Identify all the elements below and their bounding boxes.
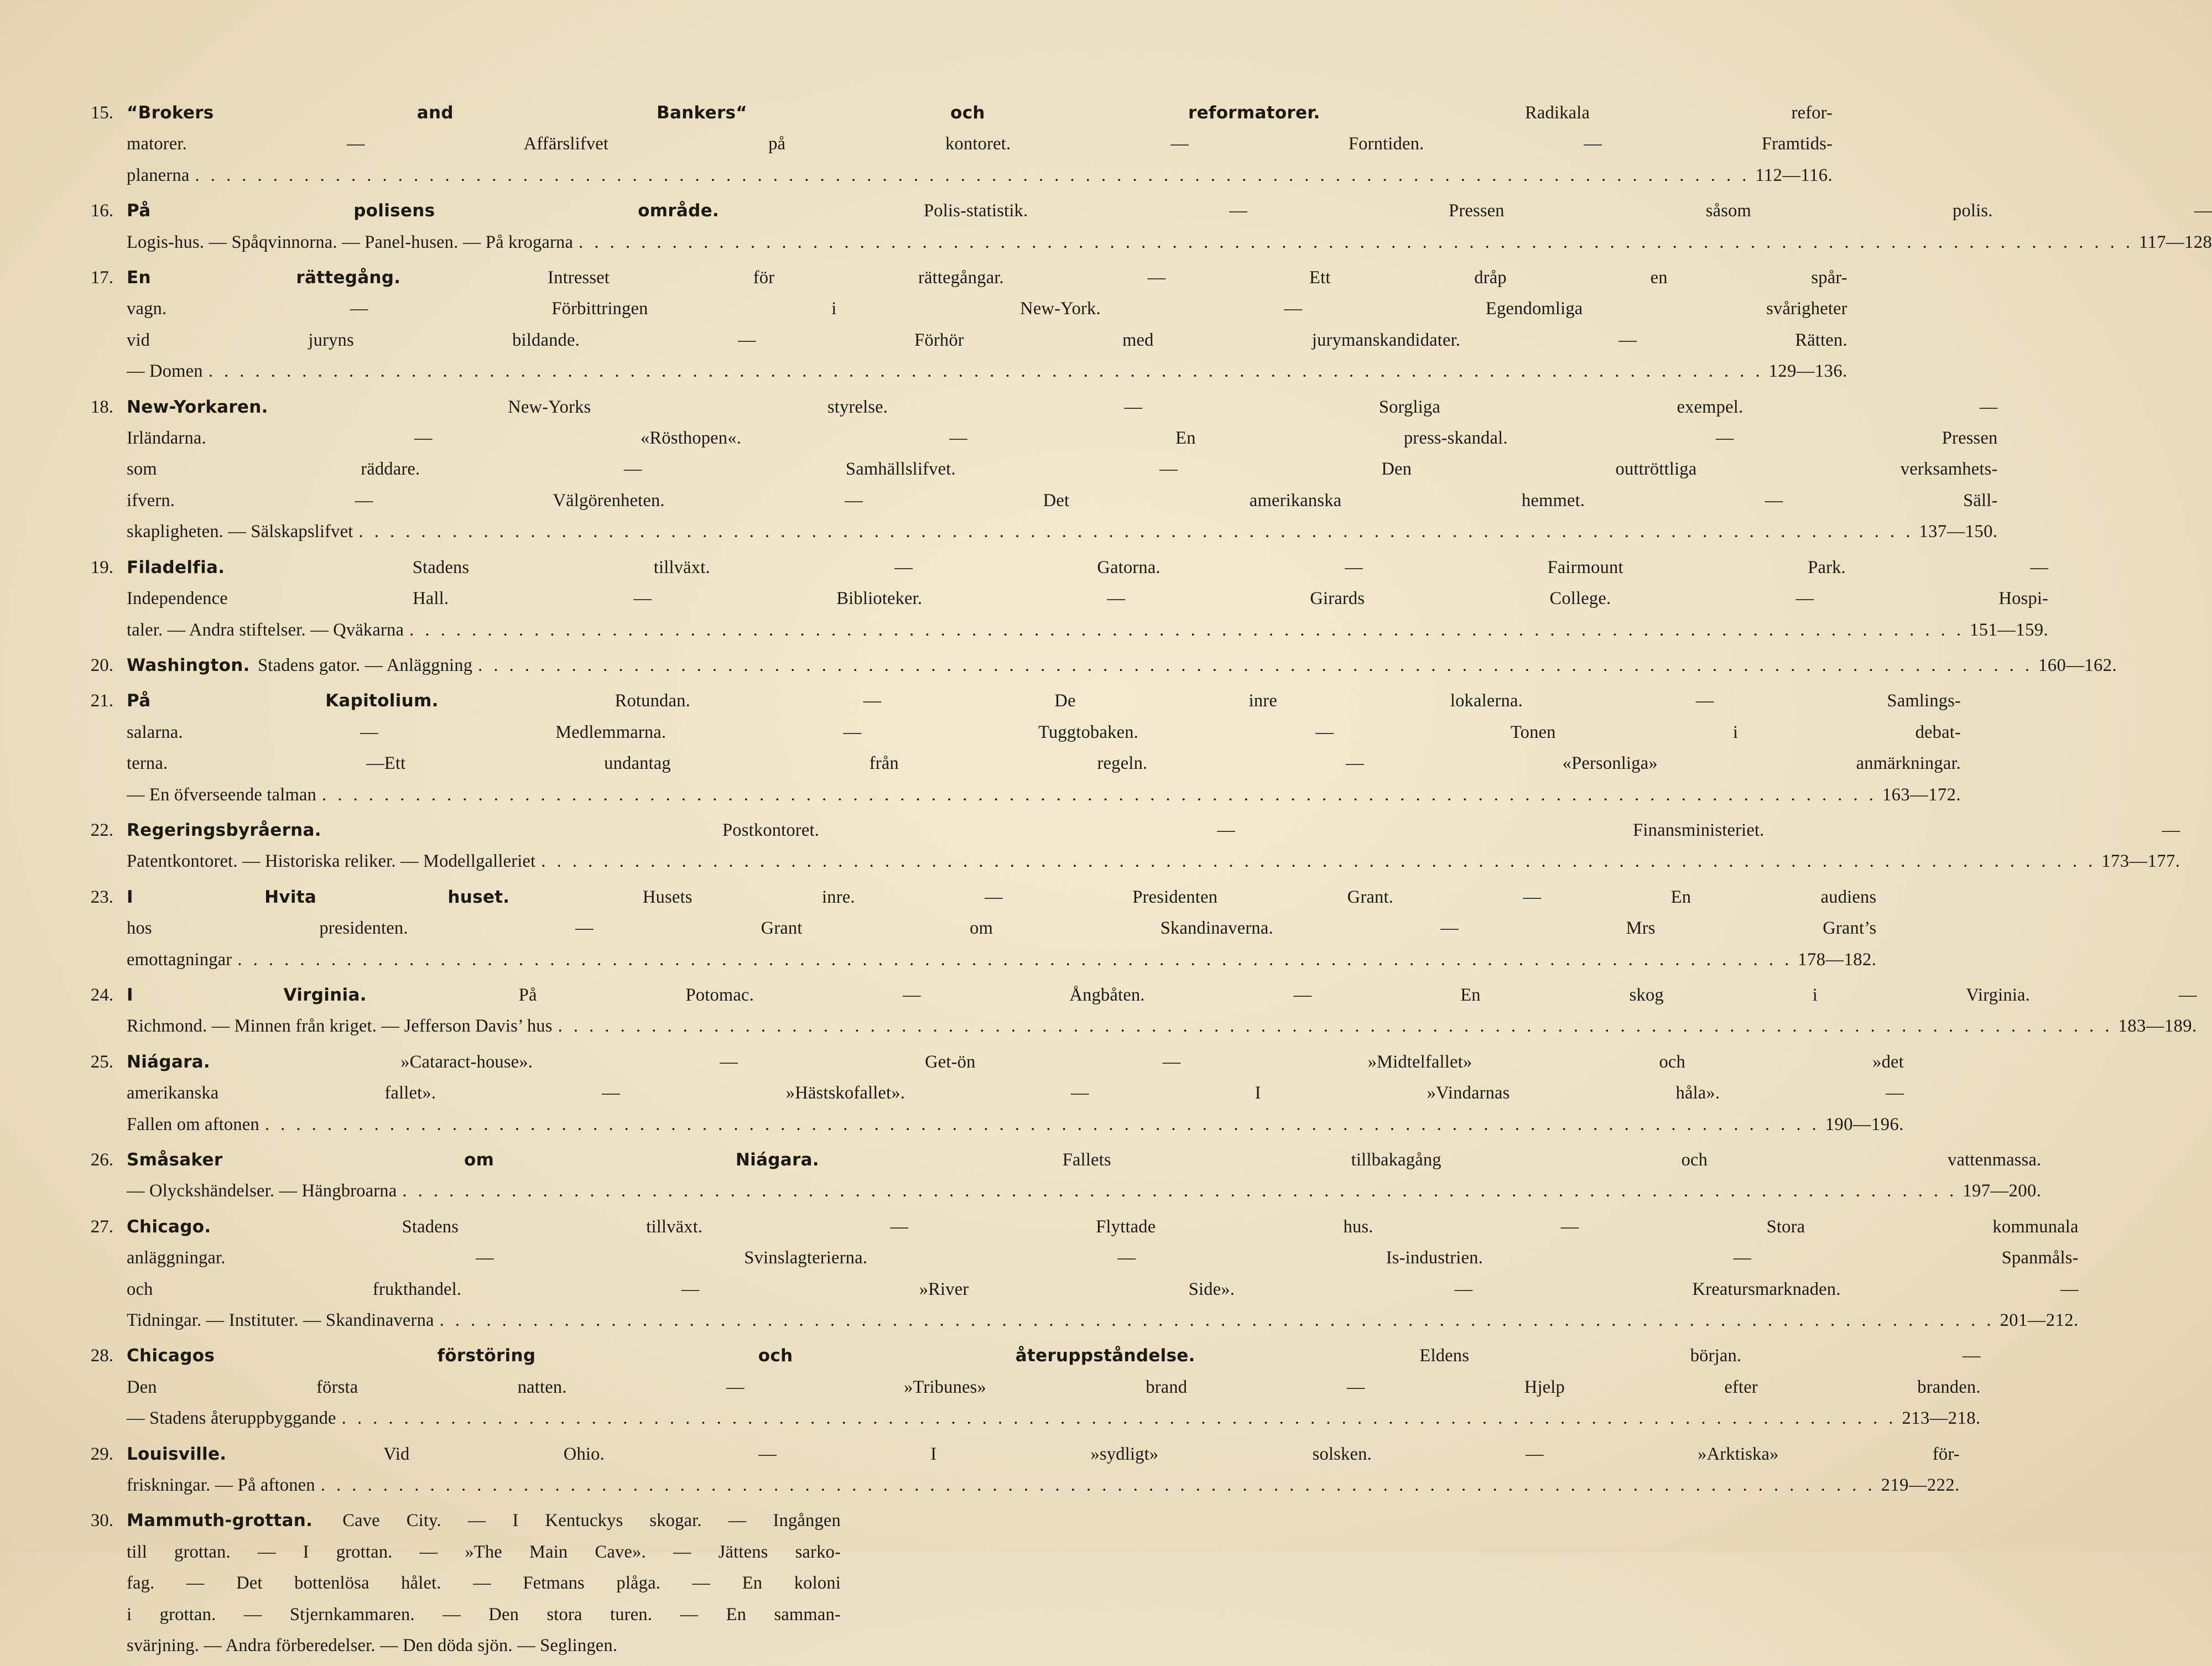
chapter-description xyxy=(127,1505,841,1661)
chapter-description xyxy=(127,882,1876,975)
entry-line xyxy=(127,815,2180,846)
toc-entry xyxy=(89,685,1961,810)
entry-text: friskningar. — På aftonen xyxy=(127,1475,315,1496)
entry-line xyxy=(127,1144,2041,1175)
entry-line xyxy=(127,485,1997,516)
entry-line xyxy=(127,1599,841,1630)
entry-line xyxy=(127,1630,841,1661)
chapter-title: Filadelfia. xyxy=(127,557,225,577)
entry-text: som räddare. — Samhällslifvet. — Den outtröttliga verksamhets- xyxy=(127,459,1998,480)
entry-text: Fallen om aftonen xyxy=(127,1114,259,1134)
chapter-number: 25. xyxy=(90,1051,113,1072)
entry-line xyxy=(127,392,1997,423)
entry-text: Den första natten. — »Tribunes» brand — Hjelp efter branden. xyxy=(127,1377,1981,1397)
entry-final-line xyxy=(127,160,1833,191)
toc-entry xyxy=(89,392,1998,548)
page-range: 112—116. xyxy=(1755,165,1833,185)
entry-line xyxy=(127,1077,1904,1108)
entry-text: — Domen xyxy=(127,361,203,382)
entry-text: salarna. — Medlemmarna. — Tuggtobaken. — Tonen i debat- xyxy=(127,722,1961,742)
chapter-description xyxy=(127,685,1961,810)
chapter-title: “Brokers and Bankers“ och reformatorer. xyxy=(127,103,1320,123)
chapter-title: På polisens område. xyxy=(127,201,720,221)
entry-line xyxy=(127,262,1847,293)
chapter-title: Chicagos förstöring och återuppståndelse. xyxy=(127,1346,1195,1366)
entry-text: till grottan. — I grottan. — »The Main Cave». — Jättens sarko- xyxy=(127,1542,841,1562)
entry-final-line xyxy=(127,846,2180,877)
toc-entry xyxy=(89,650,2117,681)
chapter-title: I Virginia. xyxy=(127,985,367,1005)
page-range: 163—172. xyxy=(1882,784,1961,805)
entry-text: Tidningar. — Instituter. — Skandinaverna xyxy=(127,1310,434,1331)
entry-final-line xyxy=(127,516,1997,547)
entry-text: ifvern. — Välgörenheten. — Det amerikanska hemmet. — Säll- xyxy=(127,490,1998,511)
entry-text: Husets inre. — Presidenten Grant. — En audiens xyxy=(642,887,1877,907)
entry-text: Postkontoret. — Finansministeriet. — xyxy=(722,820,2180,840)
entry-line xyxy=(127,1242,2079,1273)
entry-line xyxy=(127,882,1876,913)
entry-final-line xyxy=(127,944,1876,975)
chapter-title: Chicago. xyxy=(127,1216,211,1237)
toc-entry xyxy=(89,552,2049,645)
dot-leader xyxy=(402,1175,1957,1206)
entry-text: Polis-statistik. — Pressen såsom polis. — xyxy=(924,201,2212,221)
entry-line xyxy=(127,748,1961,779)
entry-final-line xyxy=(127,1109,1904,1140)
entry-text: — En öfverseende talman xyxy=(127,784,317,805)
entry-final-line xyxy=(127,779,1961,810)
toc-entry xyxy=(89,980,2197,1042)
dot-leader xyxy=(342,1403,1897,1434)
entry-text: matorer. — Affärslifvet på kontoret. — Forntiden. — Framtids- xyxy=(127,134,1833,154)
chapter-number: 21. xyxy=(90,691,113,711)
entry-text: vid juryns bildande. — Förhör med jurymanskandidater. — Rätten. xyxy=(127,330,1847,350)
entry-line xyxy=(127,128,1833,159)
chapter-number: 26. xyxy=(90,1150,113,1170)
chapter-title: Louisville. xyxy=(127,1444,227,1464)
toc-entry xyxy=(89,1505,841,1661)
entry-final-line xyxy=(127,1305,2079,1336)
chapter-description xyxy=(127,1144,2041,1207)
page-range: 178—182. xyxy=(1798,949,1877,970)
entry-final-line xyxy=(127,356,1847,387)
entry-line xyxy=(127,195,2212,226)
chapter-number: 28. xyxy=(90,1346,113,1366)
entry-text: terna. —Ett undantag från regeln. — «Personliga» anmärkningar. xyxy=(127,753,1961,774)
entry-text: Intresset för rättegångar. — Ett dråp en spår- xyxy=(548,268,1847,288)
entry-text: Stadens tillväxt. — Gatorna. — Fairmount Park. — xyxy=(412,557,2049,577)
toc-entry xyxy=(89,1144,2042,1207)
toc-entry xyxy=(89,882,1877,975)
entry-line xyxy=(127,325,1847,356)
page-range: 190—196. xyxy=(1825,1114,1904,1134)
entry-final-line xyxy=(127,1470,1960,1501)
entry-text: New-Yorks styrelse. — Sorgliga exempel. — xyxy=(508,397,1998,417)
chapter-description xyxy=(127,97,1833,191)
chapter-title: Washington. xyxy=(127,655,250,675)
entry-text: — Olyckshändelser. — Hängbroarna xyxy=(127,1181,397,1201)
page-range: 173—177. xyxy=(2101,851,2180,872)
entry-text: Logis-hus. — Spåqvinnorna. — Panel-husen. — På krogarna xyxy=(127,232,574,252)
dot-leader xyxy=(541,846,2096,877)
entry-line xyxy=(127,293,1847,324)
page-range: 213—218. xyxy=(1902,1408,1981,1429)
chapter-description xyxy=(127,815,2180,877)
entry-final-line xyxy=(127,1011,2197,1042)
chapter-number: 15. xyxy=(90,103,113,123)
dot-leader xyxy=(358,516,1913,547)
entry-text: Stadens gator. — Anläggning xyxy=(258,655,473,675)
dot-leader xyxy=(478,650,2033,681)
entry-text: svärjning. — Andra förberedelser. — Den döda sjön. — Seglingen. xyxy=(127,1636,618,1656)
page-range: 137—150. xyxy=(1919,522,1998,542)
entry-text: »Cataract-house». — Get-ön — »Midtelfallet» och »det xyxy=(400,1051,1904,1072)
chapter-title: En rättegång. xyxy=(127,268,401,288)
entry-line xyxy=(127,1568,841,1599)
dot-leader xyxy=(237,944,1792,975)
chapter-number: 23. xyxy=(90,887,113,907)
chapter-number: 29. xyxy=(90,1444,113,1464)
page-range: 197—200. xyxy=(1963,1181,2042,1201)
dot-leader xyxy=(209,356,1763,387)
entry-line xyxy=(127,1340,1981,1371)
entry-text: Radikala refor- xyxy=(1525,103,1833,123)
chapter-title: Mammuth-grottan. xyxy=(127,1511,313,1531)
entry-text: Richmond. — Minnen från kriget. — Jefferson Davis’ hus xyxy=(127,1016,553,1037)
page-range: 129—136. xyxy=(1768,361,1847,382)
entry-line xyxy=(127,1211,2079,1242)
chapter-title: New-Yorkaren. xyxy=(127,397,268,417)
page-range: 201—212. xyxy=(2000,1310,2079,1331)
entry-final-line xyxy=(127,1175,2041,1206)
entry-text: och frukthandel. — »River Side». — Kreatursmarknaden. — xyxy=(127,1279,2079,1299)
chapter-description xyxy=(127,1047,1904,1140)
chapter-number: 30. xyxy=(90,1511,113,1531)
toc-entry xyxy=(89,195,2212,258)
chapter-description xyxy=(127,1439,1960,1501)
entry-text: hos presidenten. — Grant om Skandinaverna. — Mrs Grant’s xyxy=(127,918,1877,939)
entry-text: Rotundan. — De inre lokalerna. — Samlings- xyxy=(615,691,1961,711)
entry-line xyxy=(127,454,1997,485)
entry-line xyxy=(127,1372,1981,1403)
entry-text: i grottan. — Stjernkammaren. — Den stora turen. — En samman- xyxy=(127,1604,841,1625)
toc-entry xyxy=(89,1340,1981,1434)
page-range: 183—189. xyxy=(2118,1016,2197,1037)
entry-line xyxy=(127,583,2048,614)
entry-text: Cave City. — I Kentuckys skogar. — Ingången xyxy=(342,1511,841,1531)
chapter-description xyxy=(127,392,1997,548)
chapter-number: 20. xyxy=(90,655,113,675)
page-range: 160—162. xyxy=(2038,655,2117,675)
entry-text: vagn. — Förbittringen i New-York. — Egendomliga svårigheter xyxy=(127,299,1847,319)
chapter-title: Regeringsbyråerna. xyxy=(127,820,321,840)
chapter-number: 18. xyxy=(90,397,113,417)
entry-line xyxy=(127,1505,841,1536)
entry-line xyxy=(127,717,1961,748)
entry-text: Eldens början. — xyxy=(1419,1346,1981,1366)
entry-line xyxy=(127,1439,1960,1470)
page-range: 151—159. xyxy=(1969,619,2049,640)
entry-text: planerna xyxy=(127,165,190,185)
entry-line xyxy=(127,423,1997,454)
entry-text: taler. — Andra stiftelser. — Qväkarna xyxy=(127,619,404,640)
entry-final-line xyxy=(127,615,2048,645)
entry-text: Patentkontoret. — Historiska reliker. — Modellgalleriet xyxy=(127,851,536,872)
entry-text: Irländarna. — «Rösthopen«. — En press-skandal. — Pressen xyxy=(127,428,1998,449)
dot-leader xyxy=(558,1011,2113,1042)
dot-leader xyxy=(440,1305,1995,1336)
entry-line xyxy=(127,552,2048,583)
dot-leader xyxy=(195,160,1750,191)
chapter-number: 24. xyxy=(90,985,113,1005)
chapter-number: 27. xyxy=(90,1216,113,1237)
toc-entry xyxy=(89,1047,1904,1140)
chapter-number: 19. xyxy=(90,557,113,577)
toc-entry xyxy=(89,1439,1960,1501)
toc-entry xyxy=(89,97,1833,191)
entry-text: anläggningar. — Svinslagterierna. — Is-industrien. — Spanmåls- xyxy=(127,1248,2079,1268)
entry-text: emottagningar xyxy=(127,949,232,970)
dot-leader xyxy=(579,227,2133,258)
entry-text: — Stadens återuppbyggande xyxy=(127,1408,336,1429)
dot-leader xyxy=(321,1470,1876,1501)
entry-text: amerikanska fallet». — »Hästskofallet». — I »Vindarnas håla». — xyxy=(127,1083,1904,1103)
entry-line xyxy=(127,685,1961,716)
chapter-description xyxy=(127,552,2048,645)
dot-leader xyxy=(265,1109,1820,1140)
dot-leader xyxy=(322,779,1877,810)
dot-leader xyxy=(409,615,1964,645)
entry-line xyxy=(127,1047,1904,1077)
chapter-title: Niágara. xyxy=(127,1051,210,1072)
entry-line xyxy=(127,913,1876,944)
entry-text: Fallets tillbakagång och vattenmassa. xyxy=(1062,1150,2042,1170)
chapter-title: Småsaker om Niágara. xyxy=(127,1150,819,1170)
chapter-description xyxy=(127,262,1847,387)
entry-line xyxy=(127,980,2197,1011)
chapter-number: 22. xyxy=(90,820,113,840)
chapter-description xyxy=(127,195,2212,258)
chapter-number: 17. xyxy=(90,268,113,288)
chapter-description xyxy=(127,650,2117,681)
entry-final-line xyxy=(127,650,2117,681)
entry-text: Stadens tillväxt. — Flyttade hus. — Stora kommunala xyxy=(402,1216,2079,1237)
chapter-number: 16. xyxy=(90,201,113,221)
page-range: 219—222. xyxy=(1881,1475,1960,1496)
page-range: 117—128 xyxy=(2139,232,2212,252)
chapter-description xyxy=(127,1340,1981,1434)
chapter-description xyxy=(127,980,2197,1042)
table-of-contents xyxy=(89,97,2212,1666)
entry-line xyxy=(127,1537,841,1568)
toc-entry xyxy=(89,815,2180,877)
chapter-title: I Hvita huset. xyxy=(127,887,510,907)
toc-entry xyxy=(89,1211,2079,1336)
entry-line xyxy=(127,1274,2079,1305)
entry-text: skapligheten. — Sälskapslifvet xyxy=(127,522,353,542)
entry-text: Independence Hall. — Biblioteker. — Girards College. — Hospi- xyxy=(127,589,2049,609)
entry-line xyxy=(127,97,1833,128)
entry-text: Vid Ohio. — I »sydligt» solsken. — »Arktiska» för- xyxy=(383,1444,1960,1464)
entry-text: fag. — Det bottenlösa hålet. — Fetmans plåga. — En koloni xyxy=(127,1573,841,1594)
entry-final-line xyxy=(127,227,2212,258)
chapter-description xyxy=(127,1211,2079,1336)
entry-text: På Potomac. — Ångbåten. — En skog i Virginia. — xyxy=(518,985,2197,1005)
chapter-title: På Kapitolium. xyxy=(127,691,439,711)
toc-entry xyxy=(89,262,1847,387)
entry-final-line xyxy=(127,1403,1981,1434)
